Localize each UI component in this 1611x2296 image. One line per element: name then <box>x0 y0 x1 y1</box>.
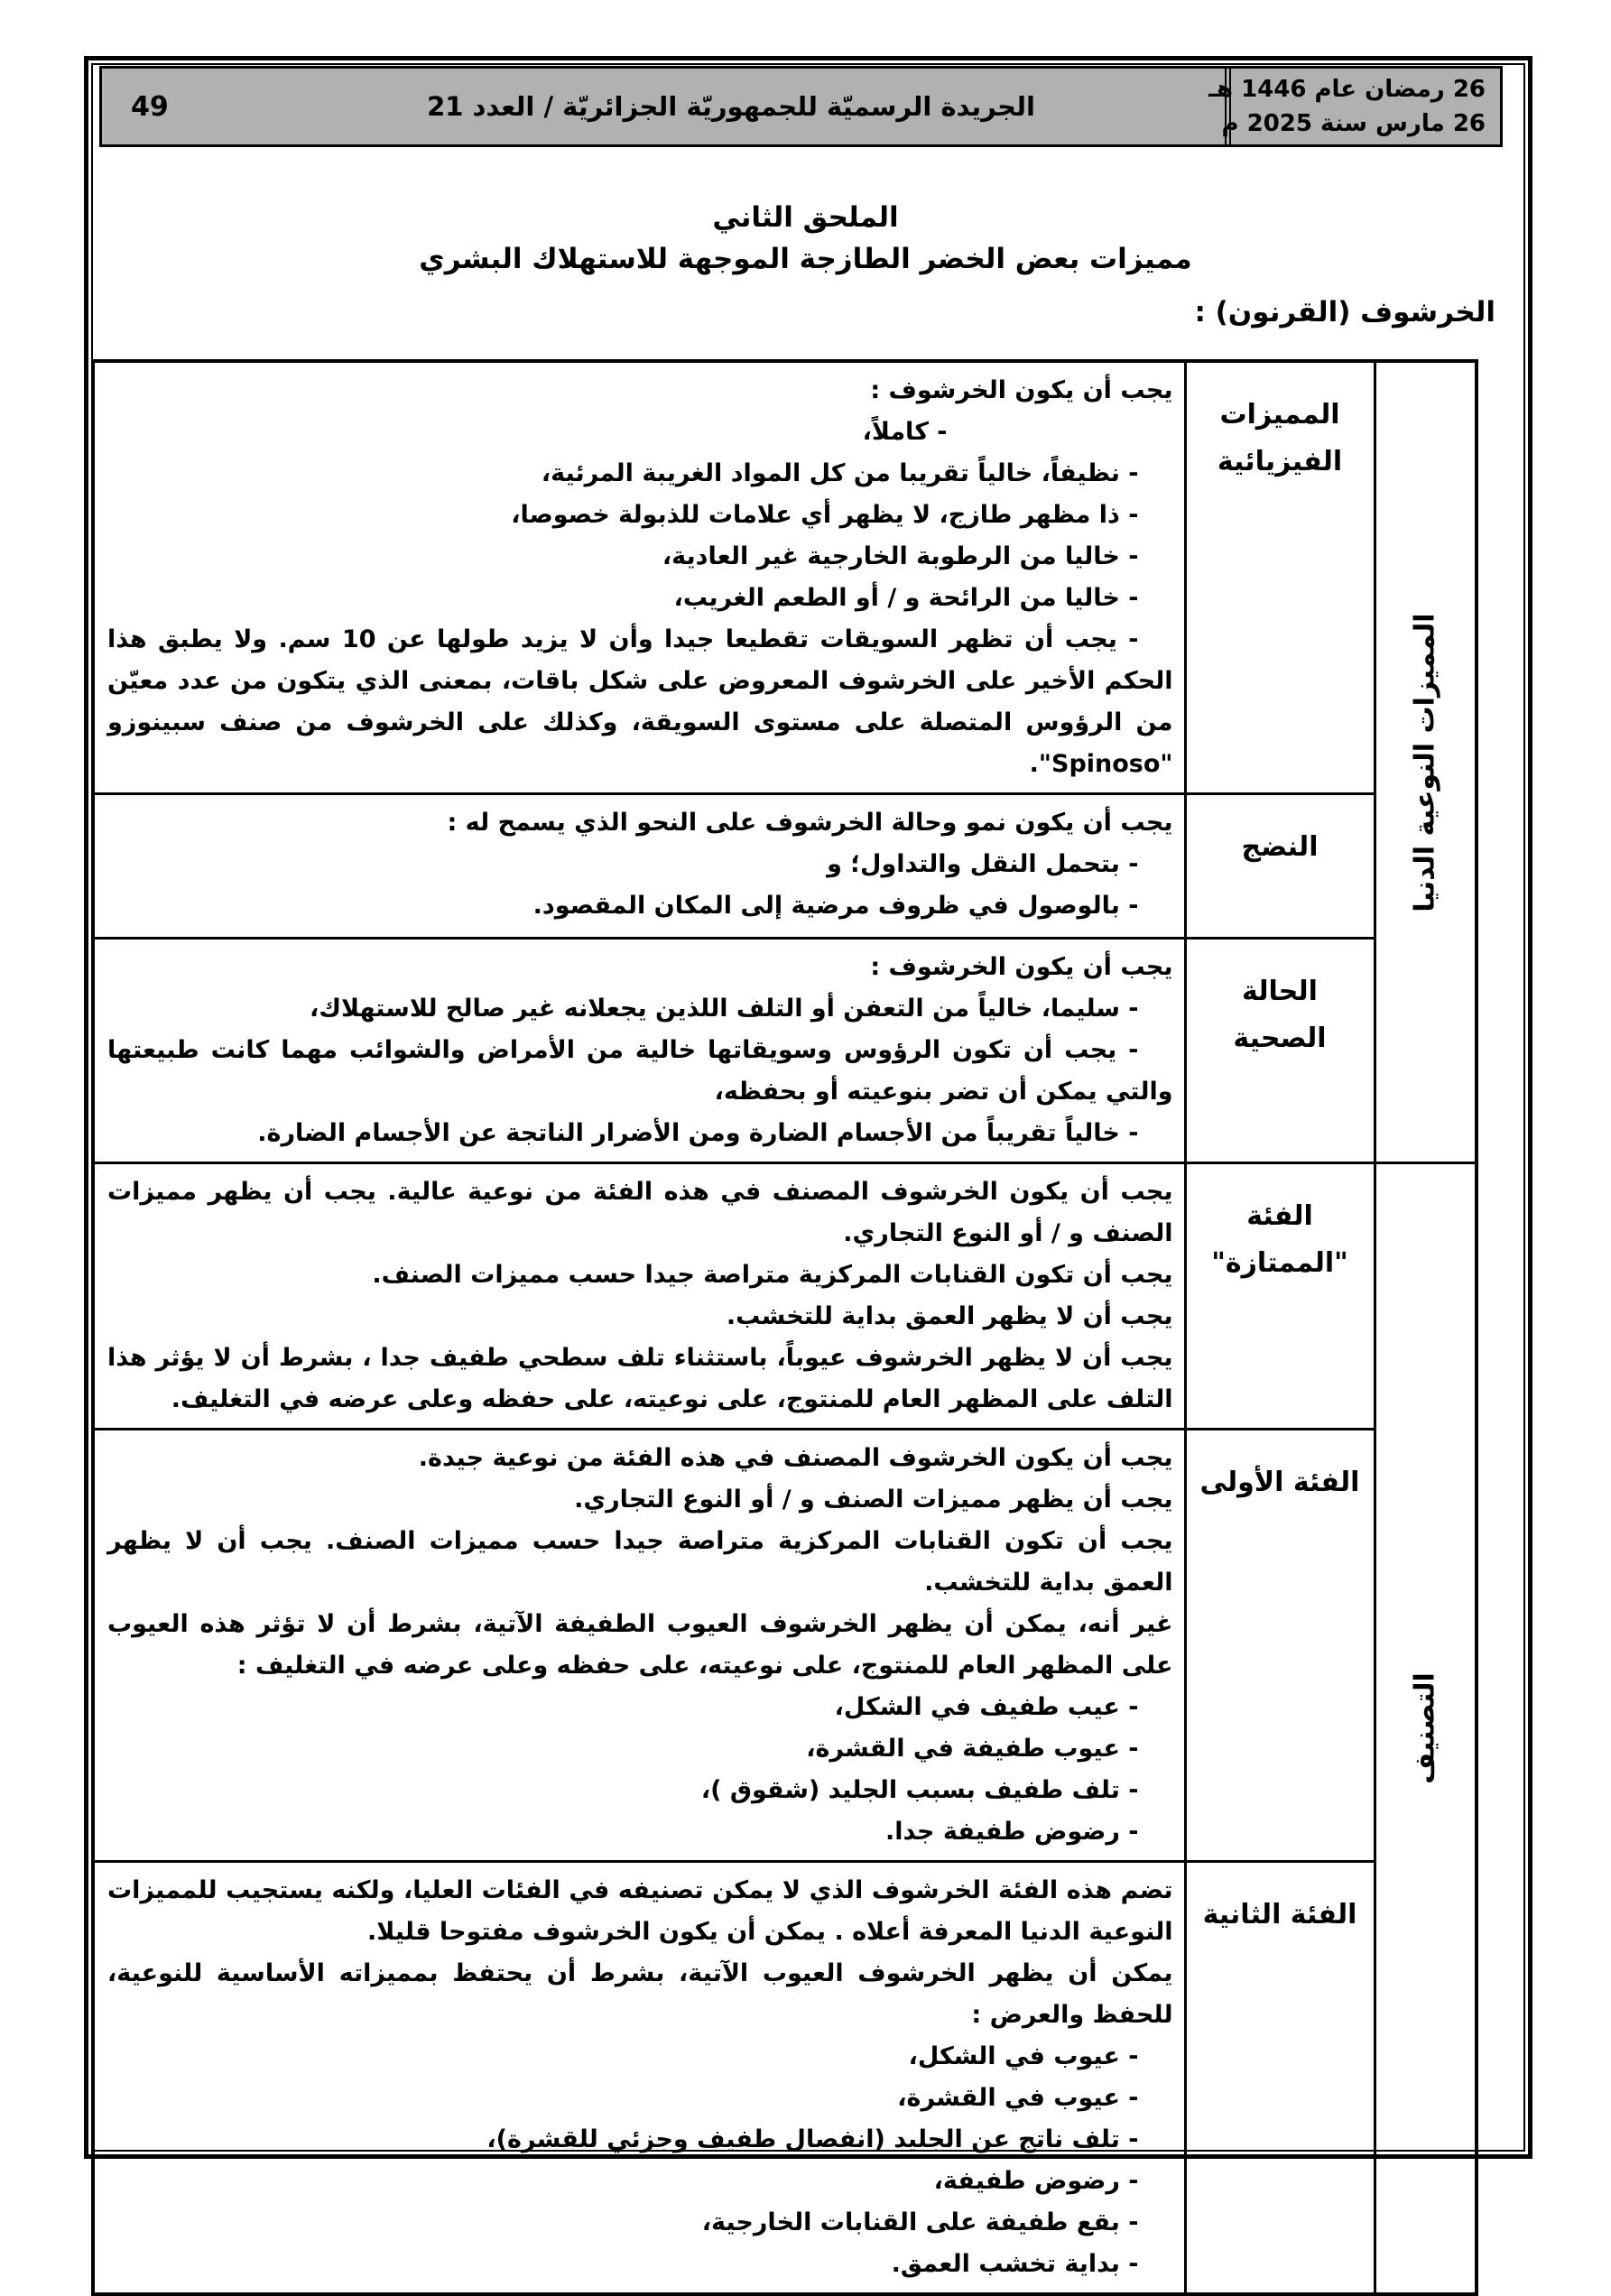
paragraph: يجب أن لا يظهر الخرشوف عيوباً، باستثناء تلف سطحي طفيف جدا ، بشرط أن لا يؤثر هذا التلف على المظهر العام للمنتوج، على نوعيته، على حفظه وعلى عرضه في التغليف. <box>107 1344 1173 1413</box>
list-item: - خاليا من الرائحة و / أو الطعم الغريب، <box>673 584 1139 612</box>
row-label-second-class: الفئة الثانية <box>1185 1862 1375 2295</box>
row-content-second-class <box>93 1862 1185 2295</box>
list-item: - بتحمل النقل والتداول؛ و <box>827 850 1139 878</box>
table-row <box>93 794 1477 939</box>
paragraph: يجب أن تكون القنابات المركزية متراصة جيدا حسب مميزات الصنف. يجب أن لا يظهر العمق بداية للتخشب. <box>107 1527 1173 1597</box>
row-content-extra-class <box>93 1163 1185 1430</box>
list-item: - كاملاً، <box>862 418 948 446</box>
header-bar <box>99 66 1503 147</box>
row-label-extra-class: الفئة "الممتازة" <box>1185 1163 1375 1430</box>
group-label-classification: التصنيف <box>1409 1672 1441 1784</box>
row-label-physical: المميزات الفيزيائية <box>1185 361 1375 794</box>
group-cell-classification <box>1375 1163 1477 2295</box>
list-item: - عيوب طفيفة في القشرة، <box>806 1735 1139 1763</box>
header-date-block <box>1208 69 1500 144</box>
annex-subtitle: مميزات بعض الخضر الطازجة الموجهة للاستهلاك البشري <box>419 243 1192 275</box>
table-row <box>93 1163 1477 1430</box>
row-label-maturity: النضج <box>1185 794 1375 939</box>
paragraph: يجب أن يكون الخرشوف المصنف في هذه الفئة من نوعية عالية. يجب أن يظهر مميزات الصنف و / أو النوع التجاري. <box>107 1178 1173 1247</box>
paragraph: يمكن أن يظهر الخرشوف العيوب الآتية، بشرط أن يحتفظ بمميزاته الأساسية للنوعية، للحفظ والعرض : <box>107 1959 1173 2029</box>
page-number: 49 <box>131 90 169 123</box>
paragraph: يجب أن يظهر مميزات الصنف و / أو النوع التجاري. <box>574 1486 1173 1514</box>
table-row <box>93 939 1477 1163</box>
date-hijri: 26 رمضان عام 1446 هـ <box>1208 76 1486 103</box>
list-item: - رضوض طفيفة جدا. <box>884 1818 1139 1846</box>
characteristics-table <box>91 359 1478 2296</box>
paragraph: يجب أن يكون الخرشوف المصنف في هذه الفئة من نوعية جيدة. <box>418 1444 1173 1472</box>
paragraph: يجب أن يكون الخرشوف : <box>870 376 1173 404</box>
list-item: - تلف ناتج عن الجليد (انفصال طفيف وجزئي للقشرة)، <box>486 2125 1139 2153</box>
list-item: - نظيفاً، خالياً تقريبا من كل المواد الغريبة المرئية، <box>541 459 1139 487</box>
paragraph: يجب أن يكون نمو وحالة الخرشوف على النحو الذي يسمح له : <box>447 809 1173 837</box>
paragraph: غير أنه، يمكن أن يظهر الخرشوف العيوب الطفيفة الآتية، بشرط أن لا تؤثر هذه العيوب على المظهر العام للمنتوج، على نوعيته، على حفظه وعلى عرضه في التغليف : <box>107 1610 1173 1680</box>
section-heading: الخرشوف (القرنون) : <box>1194 296 1495 329</box>
annex-title: الملحق الثاني <box>712 201 899 234</box>
list-item: - يجب أن تظهر السويقات تقطيعا جيدا وأن لا يزيد طولها عن 10 سم. ولا يطبق هذا الحكم الأخير على الخرشوف المعروض على شكل باقات، بمعنى الذي يتكون من عدد معيّن من الرؤوس المتصلة على مستوى السويقة، وكذلك على الخرشوف من صنف سبينوزو "Spinoso". <box>107 625 1173 778</box>
group-label-minimum-quality: المميزات النوعية الدنيا <box>1409 612 1441 912</box>
row-content-physical <box>93 361 1185 794</box>
list-item: - عيوب في القشرة، <box>897 2084 1139 2112</box>
list-item: - خاليا من الرطوبة الخارجية غير العادية، <box>662 542 1139 570</box>
list-item: - خالياً تقريباً من الأجسام الضارة ومن الأضرار الناتجة عن الأجسام الضارة. <box>257 1119 1139 1147</box>
row-content-maturity <box>93 794 1185 939</box>
table-row <box>93 1430 1477 1862</box>
row-content-health <box>93 939 1185 1163</box>
journal-title: الجريدة الرسميّة للجمهوريّة الجزائريّة / العدد 21 <box>427 91 1035 122</box>
paragraph: يجب أن لا يظهر العمق بداية للتخشب. <box>726 1302 1173 1330</box>
table-row <box>93 1862 1477 2295</box>
table-row <box>93 361 1477 794</box>
row-label-first-class: الفئة الأولى <box>1185 1430 1375 1862</box>
list-item: - ذا مظهر طازج، لا يظهر أي علامات للذبولة خصوصا، <box>511 501 1139 529</box>
list-item: - تلف طفيف بسبب الجليد (شقوق )، <box>700 1776 1139 1804</box>
list-item: - عيوب في الشكل، <box>908 2042 1139 2070</box>
list-item: - بقع طفيفة على القنابات الخارجية، <box>701 2208 1139 2236</box>
paragraph: يجب أن يكون الخرشوف : <box>870 953 1173 981</box>
list-item: - يجب أن تكون الرؤوس وسويقاتها خالية من الأمراض والشوائب مهما كانت طبيعتها والتي يمكن أن تضر بنوعيته أو بحفظه، <box>107 1036 1173 1106</box>
paragraph: يجب أن تكون القنابات المركزية متراصة جيدا حسب مميزات الصنف. <box>372 1261 1173 1289</box>
list-item: - عيب طفيف في الشكل، <box>834 1693 1139 1721</box>
list-item: - بداية تخشب العمق. <box>891 2250 1139 2278</box>
paragraph: تضم هذه الفئة الخرشوف الذي لا يمكن تصنيفه في الفئات العليا، ولكنه يستجيب للمميزات النوعية الدنيا المعرفة أعلاه . يمكن أن يكون الخرشوف مفتوحا قليلا. <box>107 1876 1173 1946</box>
group-cell-minimum-quality <box>1375 361 1477 1163</box>
row-label-health: الحالة الصحية <box>1185 939 1375 1163</box>
date-gregorian: 26 مارس سنة 2025 م <box>1221 110 1486 137</box>
row-content-first-class <box>93 1430 1185 1862</box>
list-item: - سليما، خالياً من التعفن أو التلف اللذين يجعلانه غير صالح للاستهلاك، <box>309 995 1139 1023</box>
list-item: - بالوصول في ظروف مرضية إلى المكان المقصود. <box>532 892 1139 920</box>
list-item: - رضوض طفيفة، <box>933 2167 1139 2195</box>
